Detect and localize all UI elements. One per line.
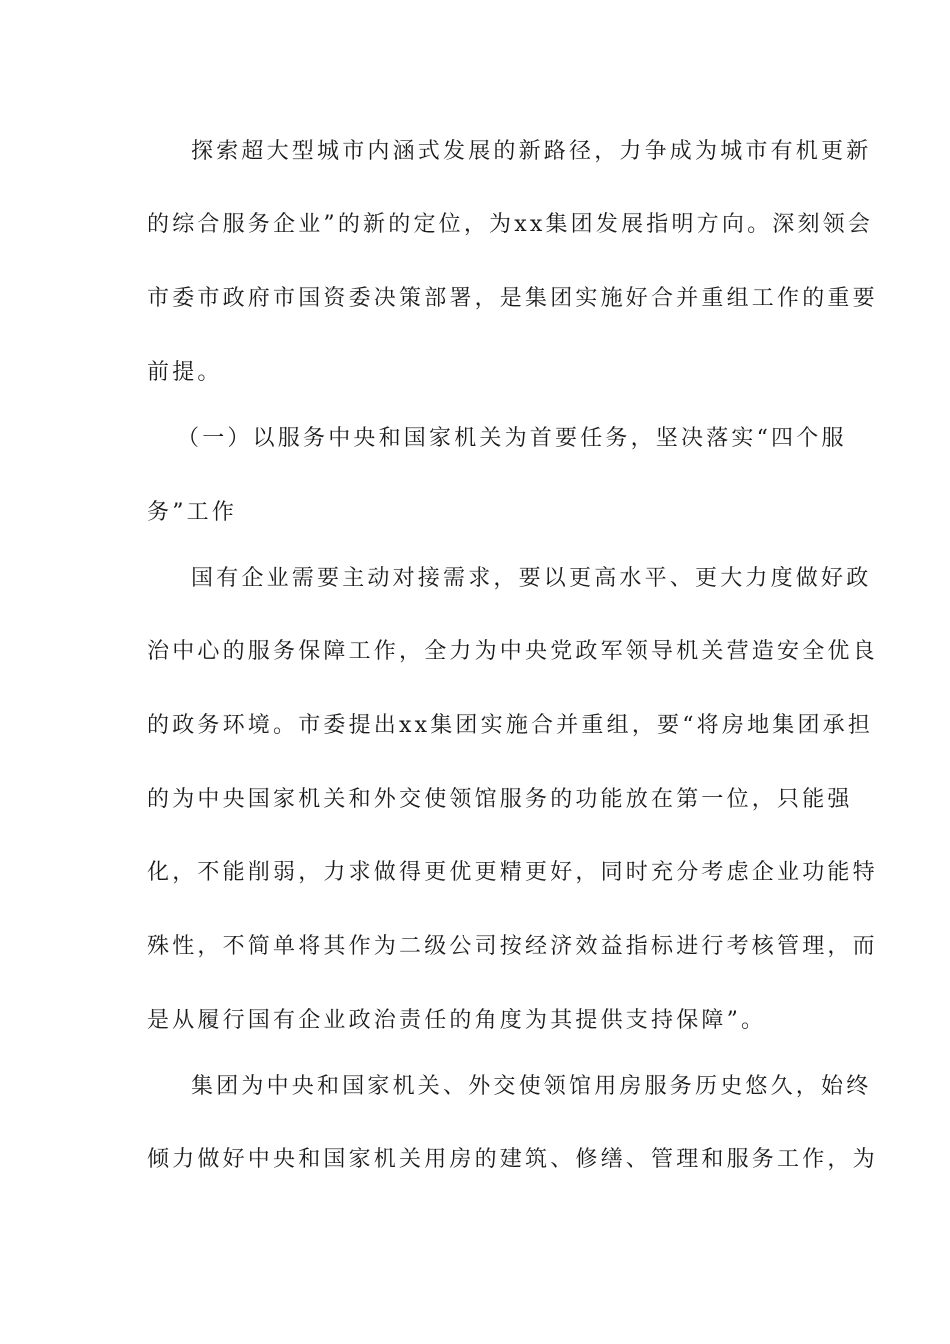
paragraph-line: 治中心的服务保障工作，全力为中央党政军领导机关营造安全优良	[147, 639, 878, 664]
paragraph-line: 探索超大型城市内涵式发展的新路径，力争成为城市有机更新	[191, 139, 872, 164]
paragraph-line: 倾力做好中央和国家机关用房的建筑、修缮、管理和服务工作，为	[147, 1147, 878, 1172]
paragraph-line: 化，不能削弱，力求做得更优更精更好，同时充分考虑企业功能特	[147, 860, 878, 885]
paragraph-line: 市委市政府市国资委决策部署，是集团实施好合并重组工作的重要	[147, 286, 878, 311]
paragraph-line: 的为中央国家机关和外交使领馆服务的功能放在第一位，只能强	[147, 787, 853, 812]
section-heading-line: （一）以服务中央和国家机关为首要任务，坚决落实“四个服	[177, 426, 847, 451]
paragraph-line: 殊性，不简单将其作为二级公司按经济效益指标进行考核管理，而	[147, 934, 878, 959]
paragraph-line: 前提。	[147, 360, 223, 385]
section-heading-line: 务”工作	[147, 500, 238, 525]
paragraph-line: 的政务环境。市委提出xx集团实施合并重组，要“将房地集团承担	[147, 713, 874, 738]
paragraph-line: 国有企业需要主动对接需求，要以更高水平、更大力度做好政	[191, 566, 872, 591]
paragraph-line: 的综合服务企业”的新的定位，为xx集团发展指明方向。深刻领会	[147, 212, 874, 237]
paragraph-line: 集团为中央和国家机关、外交使领馆用房服务历史悠久，始终	[191, 1074, 872, 1099]
paragraph-line: 是从履行国有企业政治责任的角度为其提供支持保障”。	[147, 1008, 767, 1033]
